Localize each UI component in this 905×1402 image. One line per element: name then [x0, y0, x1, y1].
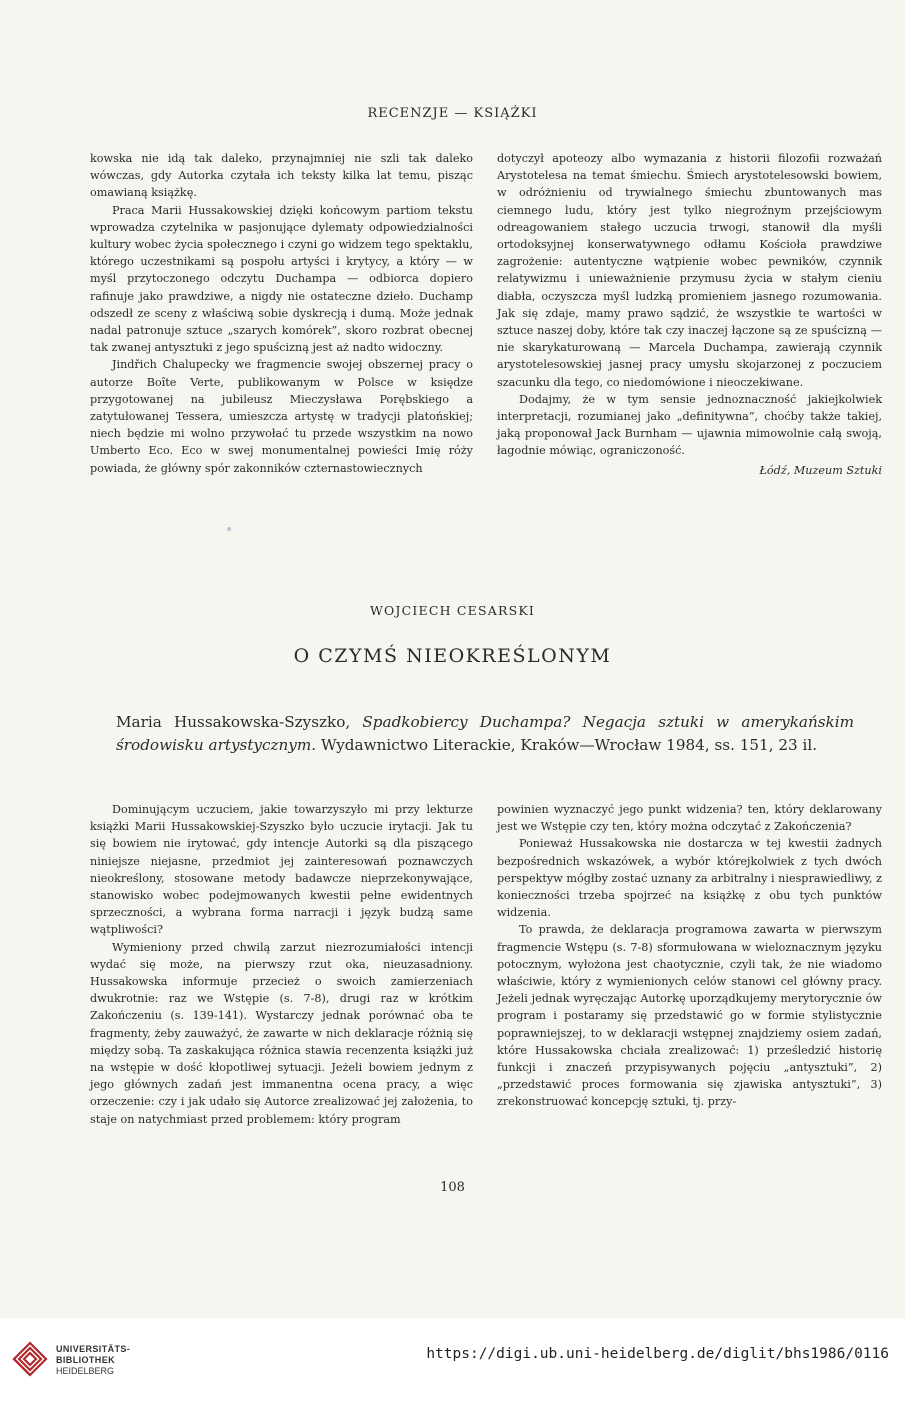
article-author: WOJCIECH CESARSKI: [369, 603, 536, 618]
paragraph: Jindřich Chalupecky we fragmencie swojej obszernej pracy o autorze Boîte Verte, publikowanym w Polsce w księdze przygotowanej na jubileusz Mieczysława Porębskiego a zatytułowanej Tessera, umieszcza artystę w tradycji platońskiej; niech będzie mi wolno przywołać tu przede wszystkim na nowo Umberto Eco. Eco w swej monumentalnej powieści Imię róży powiada, że główny spór zakonników czternastowiecznych: [90, 358, 473, 475]
column-top-right: [497, 150, 882, 479]
permalink-url[interactable]: https://digi.ub.uni-heidelberg.de/diglit/bhs1986/0116: [426, 1346, 889, 1362]
ink-speck: [227, 527, 231, 531]
library-logo-icon[interactable]: [10, 1339, 50, 1381]
library-name-line: BIBLIOTHEK: [56, 1355, 115, 1365]
paragraph: Wymieniony przed chwilą zarzut niezrozumiałości intencji wydać się może, na pierwszy rzut oka, nieuzasadniony. Hussakowska informuje przecież o swoich zamierzeniach dwukrotnie: raz we Wstępie (s. 7-8), drugi raz w krótkim Zakończeniu (s. 139-141). Wystarczy jednak porównać oba te fragmenty, żeby zauważyć, że zawarte w nich deklaracje różnią się między sobą. Ta zaskakująca różnica stawia recenzenta książki już na wstępie w dość kłopotliwej sytuacji. Jeżeli bowiem jednym z jego głównych zadań jest immanentna ocena pracy, a więc orzeczenie: czy i jak udało się Autorce zrealizować jej założenia, to staje on natychmiast przed problemem: który program: [90, 940, 473, 1126]
column-bottom-right: [497, 801, 882, 1111]
page-number: 108: [440, 1180, 465, 1195]
column-top-left: [90, 150, 473, 477]
library-name-line: HEIDELBERG: [56, 1366, 115, 1376]
paragraph: dotyczył apoteozy albo wymazania z historii filozofii rozważań Arystotelesa na temat śmiechu. Śmiech arystotelesowski bowiem, w odróżnieniu od trywialnego śmiechu zbuntowanych mas ciemnego ludu, który jest tylko niegroźnym przejściowym odreagowaniem stałego uczucia trwogi, stanowił dla myśli ortodoksyjnej konserwatywnego odłamu Kościoła prawdziwe zagrożenie: autentyczne wątpienie wobec pewników, czynnik relatywizmu i unieważnienie przymusu życia w stałym cieniu diabła, oczyszcza myśl ludzką promieniem jasnego rozumowania. Jak się zdaje, mamy prawo sądzić, że wszystkie te wartości w sztuce naszej doby, które tak czy inaczej łączone są ze spuścizną — nie skarykaturowaną — Marcela Duchampa, zawierają czynnik arystotelesowskiej jasnej pracy umysłu skojarzonej z poczuciem szacunku dla tego, co niedomówione i nieoczekiwane.: [497, 152, 882, 389]
article-title: O CZYMŚ NIEOKREŚLONYM: [293, 645, 612, 667]
paragraph: Praca Marii Hussakowskiej dzięki końcowym partiom tekstu wprowadza czytelnika w pasjonujące dylematy odpowiedzialności kultury wobec życia społecznego i czyni go widzem tego spektaklu, którego uczestnikami są pospołu artyści i krytycy, a który — w myśl przytoczonego odczytu Duchampa — odbiorca dopiero rafinuje jako prawdziwe, a nigdy nie ostateczne dzieło. Duchamp odszedł ze sceny z właściwą sobie dyskrecją i dumą. Może jednak nadal patronuje sztuce „szarych komórek”, skoro rozbrat obecnej tak zwanej antysztuki z jego spuścizną jest aż nadto widoczny.: [90, 203, 473, 355]
library-name[interactable]: [56, 1344, 130, 1377]
library-name-line: UNIVERSITÄTS-: [56, 1344, 131, 1354]
paragraph: kowska nie idą tak daleko, przynajmniej nie szli tak daleko wówczas, gdy Autorka czytała ich teksty kilka lat temu, pisząc omawianą książkę.: [90, 152, 473, 200]
running-head: RECENZJE — KSIĄŻKI: [367, 106, 538, 121]
biblio-book-title: Spadkobiercy Duchampa? Negacja sztuki w amerykańskim środowisku artystycznym.: [116, 713, 854, 754]
paragraph: To prawda, że deklaracja programowa zawarta w pierwszym fragmencie Wstępu (s. 7-8) sformułowana w wieloznacznym języku potocznym, wyłożona jest chaotycznie, czyli tak, że nie wiadomo właściwie, który z wymienionych celów stanowi cel główny pracy. Jeżeli jednak wyręczając Autorkę uporządkujemy merytorycznie ów program i postaramy się przedstawić go w formie stylistycznie poprawniejszej, to w deklaracji wstępnej znajdziemy osiem zadań, które Hussakowska chciała zrealizować: 1) prześledzić historię funkcji i znaczeń przypisywanych pojęciu „antysztuki”, 2) „przedstawić proces formowania się zjawiska antysztuki”, 3) zrekonstruować koncepcję sztuki, tj. przy-: [497, 923, 882, 1109]
paragraph: Ponieważ Hussakowska nie dostarcza w tej kwestii żadnych bezpośrednich wskazówek, a wybór którejkolwiek z tych dwóch perspektyw mógłby zostać uznany za arbitralny i niesprawiedliwy, z konieczności trzeba spojrzeć na książkę z obu tych punktów widzenia.: [497, 837, 882, 920]
bibliographic-entry: [116, 711, 854, 757]
review-signature: Łódź, Muzeum Sztuki: [759, 463, 882, 477]
biblio-author: Maria Hussakowska-Szyszko,: [116, 713, 351, 731]
paragraph: powinien wyznaczyć jego punkt widzenia? ten, który deklarowany jest we Wstępie czy ten, który można odczytać z Zakończenia?: [497, 803, 882, 834]
biblio-publisher: Wydawnictwo Literackie, Kraków—Wrocław 1984, ss. 151, 23 il.: [320, 736, 818, 754]
paragraph: Dodajmy, że w tym sensie jednoznaczność jakiejkolwiek interpretacji, rozumianej jako „definitywna”, choćby także takiej, jaką proponował Jack Burnham — ujawnia mimowolnie całą swoją, łagodnie mówiąc, ograniczoność.: [497, 392, 882, 458]
paragraph: Dominującym uczuciem, jakie towarzyszyło mi przy lekturze książki Marii Hussakowskiej-Szyszko było uczucie irytacji. Jak tu się bowiem nie irytować, gdy intencje Autorki są dla piszącego niniejsze niejasne, przedmiot jej zainteresowań poznawczych nieokreślony, stosowane metody badawcze nieprzekonywające, stanowisko wobec podejmowanych kwestii pełne ewidentnych sprzeczności, a wybrana forma narracji i język budzą same wątpliwości?: [90, 803, 473, 937]
column-bottom-left: [90, 801, 473, 1128]
